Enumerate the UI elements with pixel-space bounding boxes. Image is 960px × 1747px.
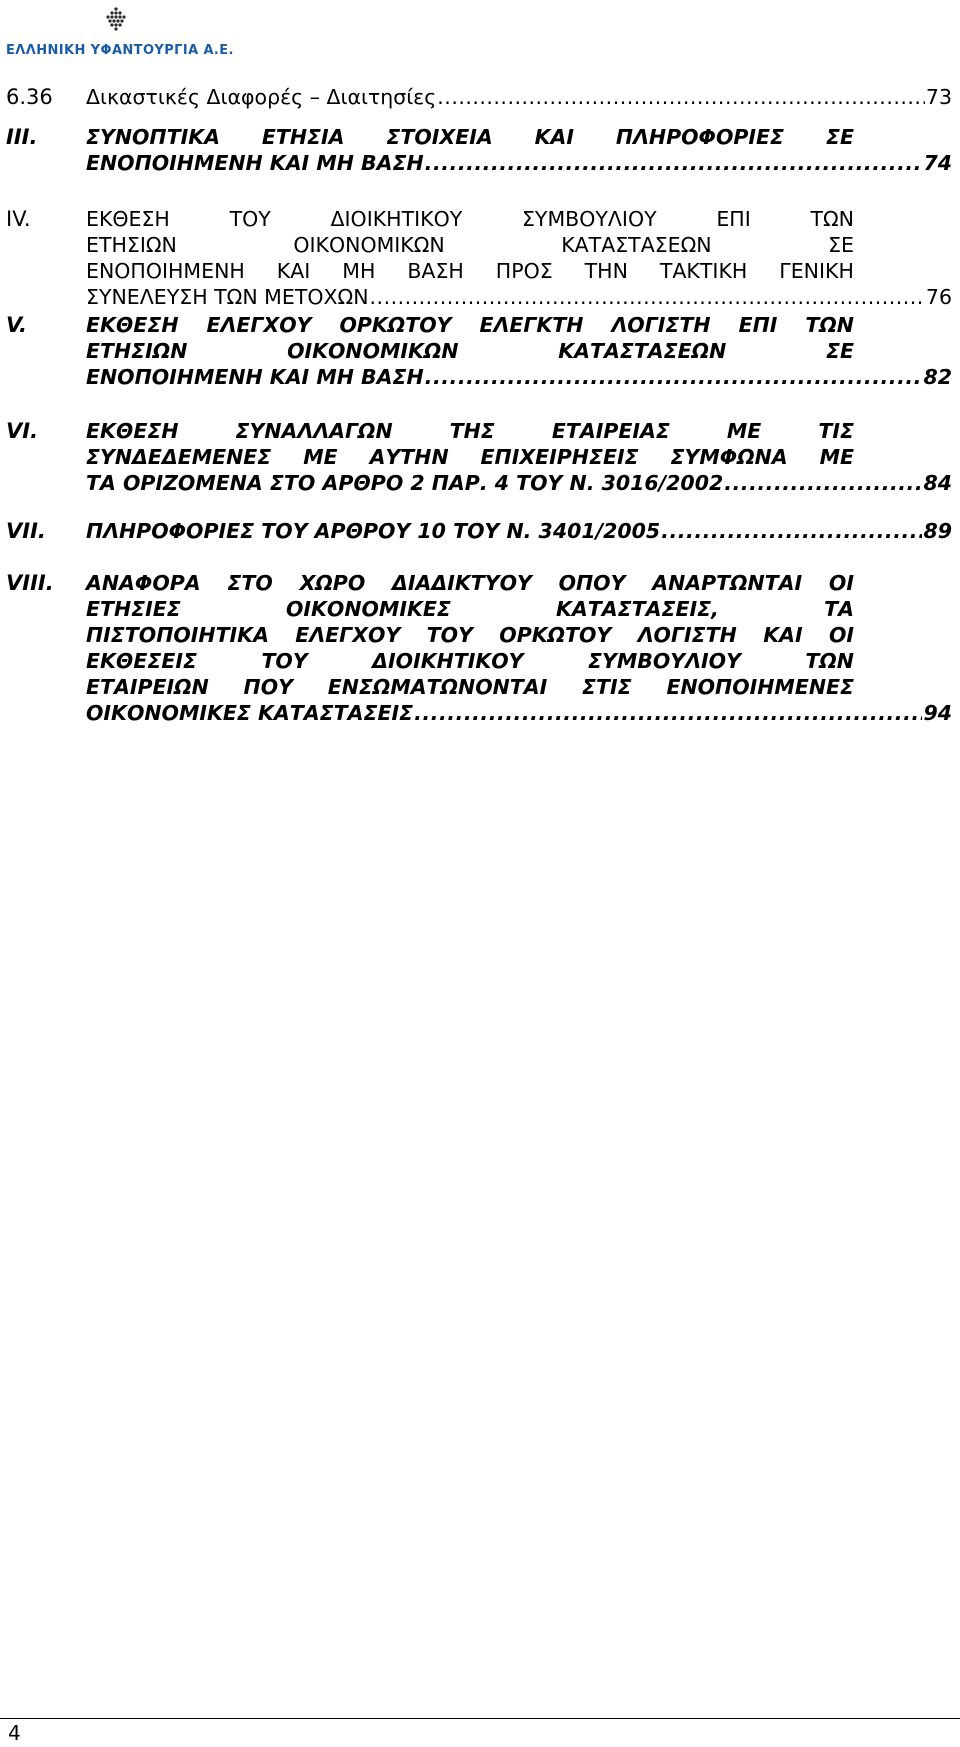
toc-page-number: 94 [923, 701, 952, 725]
toc-word: ΤΟΥ [229, 207, 271, 231]
toc-word: ΤΟΥ [261, 649, 308, 673]
toc-word: ΕΝΟΠΟΙΗΜΕΝΕΣ [666, 675, 854, 699]
toc-word: ΟΙΚΟΝΟΜΙΚΕΣ [285, 597, 451, 621]
toc-word: ΣΤΟ [227, 571, 273, 595]
toc-word: ΕΝΟΠΟΙΗΜΕΝΗ [86, 259, 245, 283]
toc-entry[interactable] [0, 312, 960, 390]
toc-entry-line [86, 258, 854, 284]
toc-word: ΤΙΣ [818, 419, 854, 443]
toc-entry-number: VII. [6, 519, 46, 543]
toc-page-number: 89 [923, 519, 952, 543]
toc-word: ΟΙΚΟΝΟΜΙΚΩΝ [287, 339, 459, 363]
footer-divider [0, 1718, 960, 1719]
toc-word: ΟΙ [828, 571, 854, 595]
toc-word: ΑΥΤΗΝ [369, 445, 449, 469]
toc-page-number: 73 [925, 85, 952, 109]
toc-word: ΠΡΟΣ [495, 259, 553, 283]
toc-entry-line [86, 284, 952, 310]
toc-entry-line [86, 84, 952, 110]
toc-entry-line [86, 150, 952, 176]
toc-entry-number: IV. [6, 207, 31, 231]
toc-word: ΜΕ [303, 445, 338, 469]
toc-leader-dots [425, 150, 923, 176]
page-number: 4 [8, 1721, 21, 1745]
toc-word: ΕΤΗΣΙΑ [261, 125, 345, 149]
toc-page-number: 76 [925, 285, 952, 309]
toc-word: ΣΥΝΑΛΛΑΓΩΝ [235, 419, 393, 443]
toc-word: ΤΑ [824, 597, 854, 621]
toc-word: ΠΟΥ [243, 675, 293, 699]
toc-leader-dots [414, 700, 922, 726]
toc-word: ΤΟΥ [426, 623, 473, 647]
toc-word: ΣΕ [825, 125, 854, 149]
toc-entry-line [86, 518, 952, 544]
toc-word: ΑΝΑΦΟΡΑ [86, 571, 201, 595]
toc-word: ΕΚΘΕΣΕΙΣ [86, 649, 197, 673]
toc-word: ΣΤΟΙΧΕΙΑ [386, 125, 493, 149]
toc-entry-title [86, 312, 952, 390]
toc-entry-line [86, 124, 854, 150]
page-header [0, 0, 960, 62]
toc-word: ΚΑΙ [763, 623, 803, 647]
toc-entry-line [86, 364, 952, 390]
toc-word: ΚΑΤΑΣΤΑΣΕΩΝ [561, 233, 712, 257]
toc-leader-dots [724, 470, 922, 496]
toc-entry-line [86, 700, 952, 726]
toc-word: ΕΝΣΩΜΑΤΩΝΟΝΤΑΙ [327, 675, 548, 699]
toc-entry-title [86, 206, 952, 310]
toc-word: ΤΩΝ [805, 649, 854, 673]
toc-entry-line [86, 470, 952, 496]
toc-word: ΕΚΘΕΣΗ [86, 419, 179, 443]
toc-word: ΣΥΝΟΠΤΙΚΑ [86, 125, 220, 149]
toc-word: ΟΠΟΥ [558, 571, 626, 595]
toc-entry-line [86, 232, 854, 258]
toc-word: ΕΠΙ [716, 207, 751, 231]
toc-entry-number: V. [6, 313, 27, 337]
toc-word: ΒΑΣΗ [407, 259, 464, 283]
toc-entry[interactable] [0, 84, 960, 110]
toc-entry-text: ΟΙΚΟΝΟΜΙΚΕΣ ΚΑΤΑΣΤΑΣΕΙΣ [86, 701, 414, 725]
toc-entry[interactable] [0, 570, 960, 726]
toc-entry-number: VI. [6, 419, 39, 443]
toc-word: ΣΕ [825, 339, 854, 363]
toc-word: ΛΟΓΙΣΤΗ [637, 623, 737, 647]
toc-entry-line [86, 312, 854, 338]
toc-entry-line [86, 648, 854, 674]
toc-word: ΕΚΘΕΣΗ [86, 207, 170, 231]
toc-entry-line [86, 206, 854, 232]
toc-entry-line [86, 418, 854, 444]
toc-word: ΜΕ [819, 445, 854, 469]
toc-entry-title [86, 418, 952, 496]
toc-entry-number: 6.36 [6, 85, 53, 109]
toc-word: ΕΤΗΣΙΩΝ [86, 233, 177, 257]
toc-word: ΕΤΗΣΙΩΝ [86, 339, 188, 363]
toc-word: ΣΥΝΔΕΔΕΜΕΝΕΣ [86, 445, 272, 469]
toc-word: ΣΥΜΒΟΥΛΙΟΥ [588, 649, 741, 673]
toc-word: ΑΝΑΡΤΩΝΤΑΙ [652, 571, 803, 595]
toc-word: ΕΛΕΓΧΟΥ [295, 623, 401, 647]
toc-word: ΧΩΡΟ [299, 571, 366, 595]
toc-entry[interactable] [0, 206, 960, 310]
toc-word: ΣΕ [828, 233, 854, 257]
toc-entry-text: Δικαστικές Διαφορές – Διαιτησίες [86, 85, 437, 109]
toc-entry[interactable] [0, 518, 960, 544]
toc-word: ΔΙΟΙΚΗΤΙΚΟΥ [372, 649, 524, 673]
toc-word: ΠΙΣΤΟΠΟΙΗΤΙΚΑ [86, 623, 269, 647]
toc-word: ΚΑΙ [276, 259, 311, 283]
toc-page-number: 74 [923, 151, 952, 175]
toc-entry-title [86, 518, 952, 544]
toc-leader-dots [661, 518, 922, 544]
toc-word: ΛΟΓΙΣΤΗ [611, 313, 711, 337]
toc-word: ΠΛΗΡΟΦΟΡΙΕΣ [615, 125, 785, 149]
toc-word: ΕΠΙΧΕΙΡΗΣΕΙΣ [480, 445, 639, 469]
toc-entry-line [86, 444, 854, 470]
toc-word: ΟΙΚΟΝΟΜΙΚΩΝ [293, 233, 445, 257]
toc-entry-text: ΣΥΝΕΛΕΥΣΗ ΤΩΝ ΜΕΤΟΧΩΝ [86, 285, 369, 309]
toc-word: ΕΛΕΓΧΟΥ [206, 313, 312, 337]
toc-entry-title [86, 84, 952, 110]
toc-entry-text: ΕΝΟΠΟΙΗΜΕΝΗ ΚΑΙ ΜΗ ΒΑΣΗ [86, 365, 424, 389]
toc-word: ΕΤΑΙΡΕΙΩΝ [86, 675, 209, 699]
toc-entry-line [86, 338, 854, 364]
toc-word: ΣΥΜΦΩΝΑ [670, 445, 788, 469]
company-name: ΕΛΛΗΝΙΚΗ ΥΦΑΝΤΟΥΡΓΙΑ Α.Ε. [6, 43, 234, 58]
toc-word: ΤΗΝ [584, 259, 628, 283]
toc-entry-text: ΕΝΟΠΟΙΗΜΕΝΗ ΚΑΙ ΜΗ ΒΑΣΗ [86, 151, 424, 175]
toc-word: ΤΩΝ [810, 207, 854, 231]
toc-entry-text: ΠΛΗΡΟΦΟΡΙΕΣ ΤΟΥ ΑΡΘΡΟΥ 10 ΤΟΥ Ν. 3401/2005 [86, 519, 661, 543]
toc-entry-title [86, 570, 952, 726]
toc-page-number: 84 [923, 471, 952, 495]
toc-word: ΔΙΑΔΙΚΤΥΟΥ [392, 571, 532, 595]
toc-word: ΔΙΟΙΚΗΤΙΚΟΥ [330, 207, 463, 231]
toc-word: ΤΑΚΤΙΚΗ [659, 259, 748, 283]
toc-entry-number: III. [6, 125, 38, 149]
company-logo-icon [104, 6, 128, 34]
toc-word: ΤΩΝ [805, 313, 854, 337]
toc-word: ΟΡΚΩΤΟΥ [499, 623, 612, 647]
toc-word: ΣΥΜΒΟΥΛΙΟΥ [521, 207, 657, 231]
toc-word: ΟΡΚΩΤΟΥ [339, 313, 452, 337]
toc-word: ΕΠΙ [738, 313, 778, 337]
toc-word: ΚΑΤΑΣΤΑΣΕΙΣ, [556, 597, 719, 621]
toc-word: ΣΤΙΣ [582, 675, 632, 699]
toc-entry-line [86, 596, 854, 622]
toc-word: ΜΗ [342, 259, 376, 283]
toc-word: ΤΗΣ [449, 419, 495, 443]
toc-entry-title [86, 124, 952, 176]
toc-entry[interactable] [0, 124, 960, 176]
toc-leader-dots [437, 84, 925, 110]
toc-word: ΟΙ [828, 623, 854, 647]
toc-word: ΕΤΑΙΡΕΙΑΣ [551, 419, 670, 443]
toc-leader-dots [425, 364, 923, 390]
toc-entry[interactable] [0, 418, 960, 496]
toc-word: ΕΤΗΣΙΕΣ [86, 597, 181, 621]
toc-word: ΓΕΝΙΚΗ [779, 259, 854, 283]
toc-entry-line [86, 674, 854, 700]
toc-word: ΚΑΤΑΣΤΑΣΕΩΝ [558, 339, 727, 363]
toc-page-number: 82 [923, 365, 952, 389]
toc-word: ΕΛΕΓΚΤΗ [479, 313, 584, 337]
toc-entry-number: VIII. [6, 571, 54, 595]
toc-entry-line [86, 570, 854, 596]
toc-word: ΚΑΙ [534, 125, 574, 149]
toc-leader-dots [370, 284, 925, 310]
toc-word: ΕΚΘΕΣΗ [86, 313, 179, 337]
toc-word: ΜΕ [726, 419, 762, 443]
toc-entry-text: ΤΑ ΟΡΙΖΟΜΕΝΑ ΣΤΟ ΑΡΘΡΟ 2 ΠΑΡ. 4 ΤΟΥ Ν. 3016/2002 [86, 471, 724, 495]
toc-entry-line [86, 622, 854, 648]
